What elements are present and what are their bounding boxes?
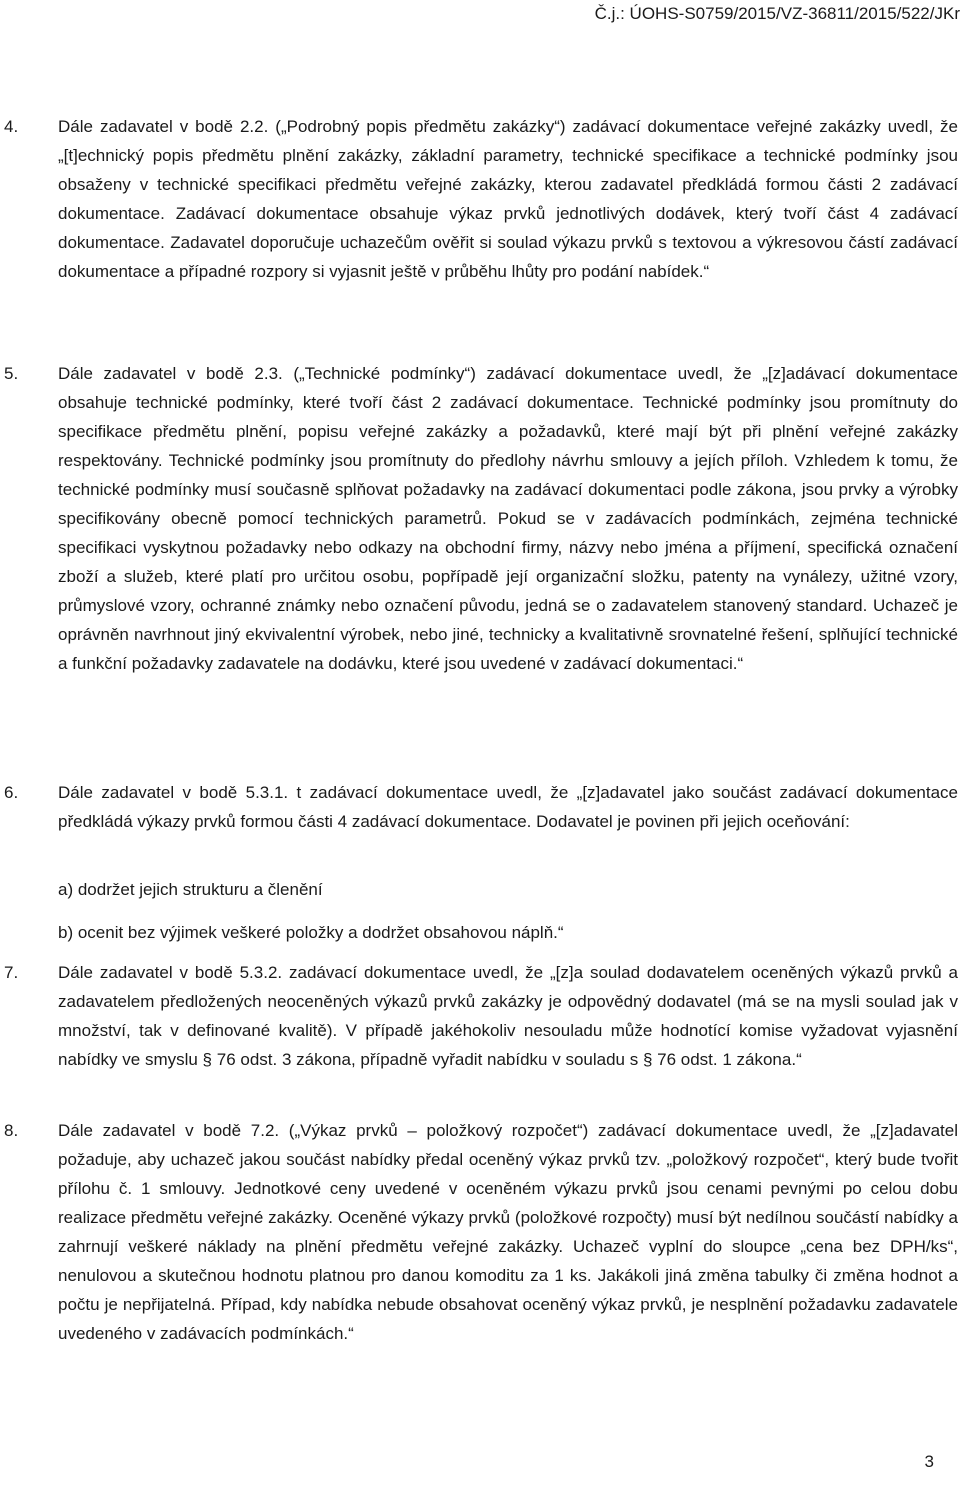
paragraph-number: 4. <box>4 117 19 136</box>
paragraph-7 <box>0 958 958 1074</box>
paragraph-4 <box>0 112 958 286</box>
list-item-a: a) dodržet jejich strukturu a členění <box>58 880 323 899</box>
paragraph-number: 6. <box>4 783 19 802</box>
paragraph-8 <box>0 1116 958 1348</box>
paragraph-number: 5. <box>4 364 19 383</box>
paragraph-number: 8. <box>4 1121 19 1140</box>
paragraph-6 <box>0 778 958 836</box>
paragraph-text: Dále zadavatel v bodě 2.2. („Podrobný popis předmětu zakázky“) zadávací dokumentace veřejné zakázky uvedl, že „[t]echnický popis předmětu plnění zakázky, základní parametry, technické specifikace a technické podmínky jsou obsaženy v technické specifikaci předmětu veřejné zakázky, kterou zadavatel předkládá formou části 2 zadávací dokumentace. Zadávací dokumentace obsahuje výkaz prvků jednotlivých dodávek, který tvoří část 4 zadávací dokumentace. Zadavatel doporučuje uchazečům ověřit si soulad výkazu prvků s textovou a výkresovou částí zadávací dokumentace a případné rozpory si vyjasnit ještě v průběhu lhůty pro podání nabídek.“ <box>58 117 958 281</box>
paragraph-text: Dále zadavatel v bodě 5.3.2. zadávací dokumentace uvedl, že „[z]a soulad dodavatelem oceněných výkazů prvků a zadavatelem předložených neoceněných výkazů prvků zakázky je odpovědný dodavatel (má se na mysli soulad jak v množství, tak v definované kvalitě). V případě jakéhokoliv nesouladu může hodnotící komise vyžadovat vyjasnění nabídky ve smyslu § 76 odst. 3 zákona, případně vyřadit nabídku v souladu s § 76 odst. 1 zákona.“ <box>58 963 958 1069</box>
paragraph-number: 7. <box>4 963 19 982</box>
paragraph-5 <box>0 359 958 678</box>
paragraph-text: Dále zadavatel v bodě 2.3. („Technické podmínky“) zadávací dokumentace uvedl, že „[z]adávací dokumentace obsahuje technické podmínky, které tvoří část 2 zadávací dokumentace. Technické podmínky jsou promítnuty do specifikace předmětu plnění, popisu veřejné zakázky a požadavků, které mají být při plnění veřejné zakázky respektovány. Technické podmínky jsou promítnuty do předlohy návrhu smlouvy a jejích příloh. Vzhledem k tomu, že technické podmínky musí současně splňovat požadavky na zadávací dokumentaci podle zákona, jsou prvky a výrobky specifikovány obecně pomocí technických parametrů. Pokud se v zadávacích podmínkách, zejména technické specifikaci vyskytnou požadavky nebo odkazy na obchodní firmy, názvy nebo jména a příjmení, specifická označení zboží a služeb, které platí pro určitou osobu, popřípadě její organizační složku, patenty na vynálezy, užitné vzory, průmyslové vzory, ochranné známky nebo označení původu, jedná se o zadavatelem stanovený standard. Uchazeč je oprávněn navrhnout jiný ekvivalentní výrobek, nebo jiné, technicky a kvalitativně srovnatelné řešení, splňující technické a funkční požadavky zadavatele na dodávku, které jsou uvedené v zadávací dokumentaci.“ <box>58 364 958 673</box>
page-number: 3 <box>924 1452 934 1471</box>
paragraph-text: Dále zadavatel v bodě 7.2. („Výkaz prvků – položkový rozpočet“) zadávací dokumentace uvedl, že „[z]adavatel požaduje, aby uchazeč jakou součást nabídky předal oceněný výkaz prvků tzv. „položkový rozpočet“, který bude tvořit přílohu č. 1 smlouvy. Jednotkové ceny uvedené v oceněném výkazu prvků jsou cenami pevnými po celou dobu realizace předmětu veřejné zakázky. Oceněné výkazy prvků (položkové rozpočty) musí být nedílnou součástí nabídky a zahrnují veškeré náklady na plnění předmětu veřejné zakázky. Uchazeč vyplní do sloupce „cena bez DPH/ks“, nenulovou a skutečnou hodnotu platnou pro danou komoditu za 1 ks. Jakákoli jiná změna tabulky či změna hodnot a počtu je nepřijatelná. Případ, kdy nabídka nebude obsahovat oceněný výkaz prvků, je nesplnění požadavku zadavatele uvedeného v zadávacích podmínkách.“ <box>58 1121 958 1343</box>
list-item-b: b) ocenit bez výjimek veškeré položky a dodržet obsahovou náplň.“ <box>58 923 564 942</box>
document-reference: Č.j.: ÚOHS-S0759/2015/VZ-36811/2015/522/JKr <box>594 4 960 23</box>
paragraph-text: Dále zadavatel v bodě 5.3.1. t zadávací dokumentace uvedl, že „[z]adavatel jako součást zadávací dokumentace předkládá výkazy prvků formou části 4 zadávací dokumentace. Dodavatel je povinen při jejich oceňování: <box>58 783 958 831</box>
